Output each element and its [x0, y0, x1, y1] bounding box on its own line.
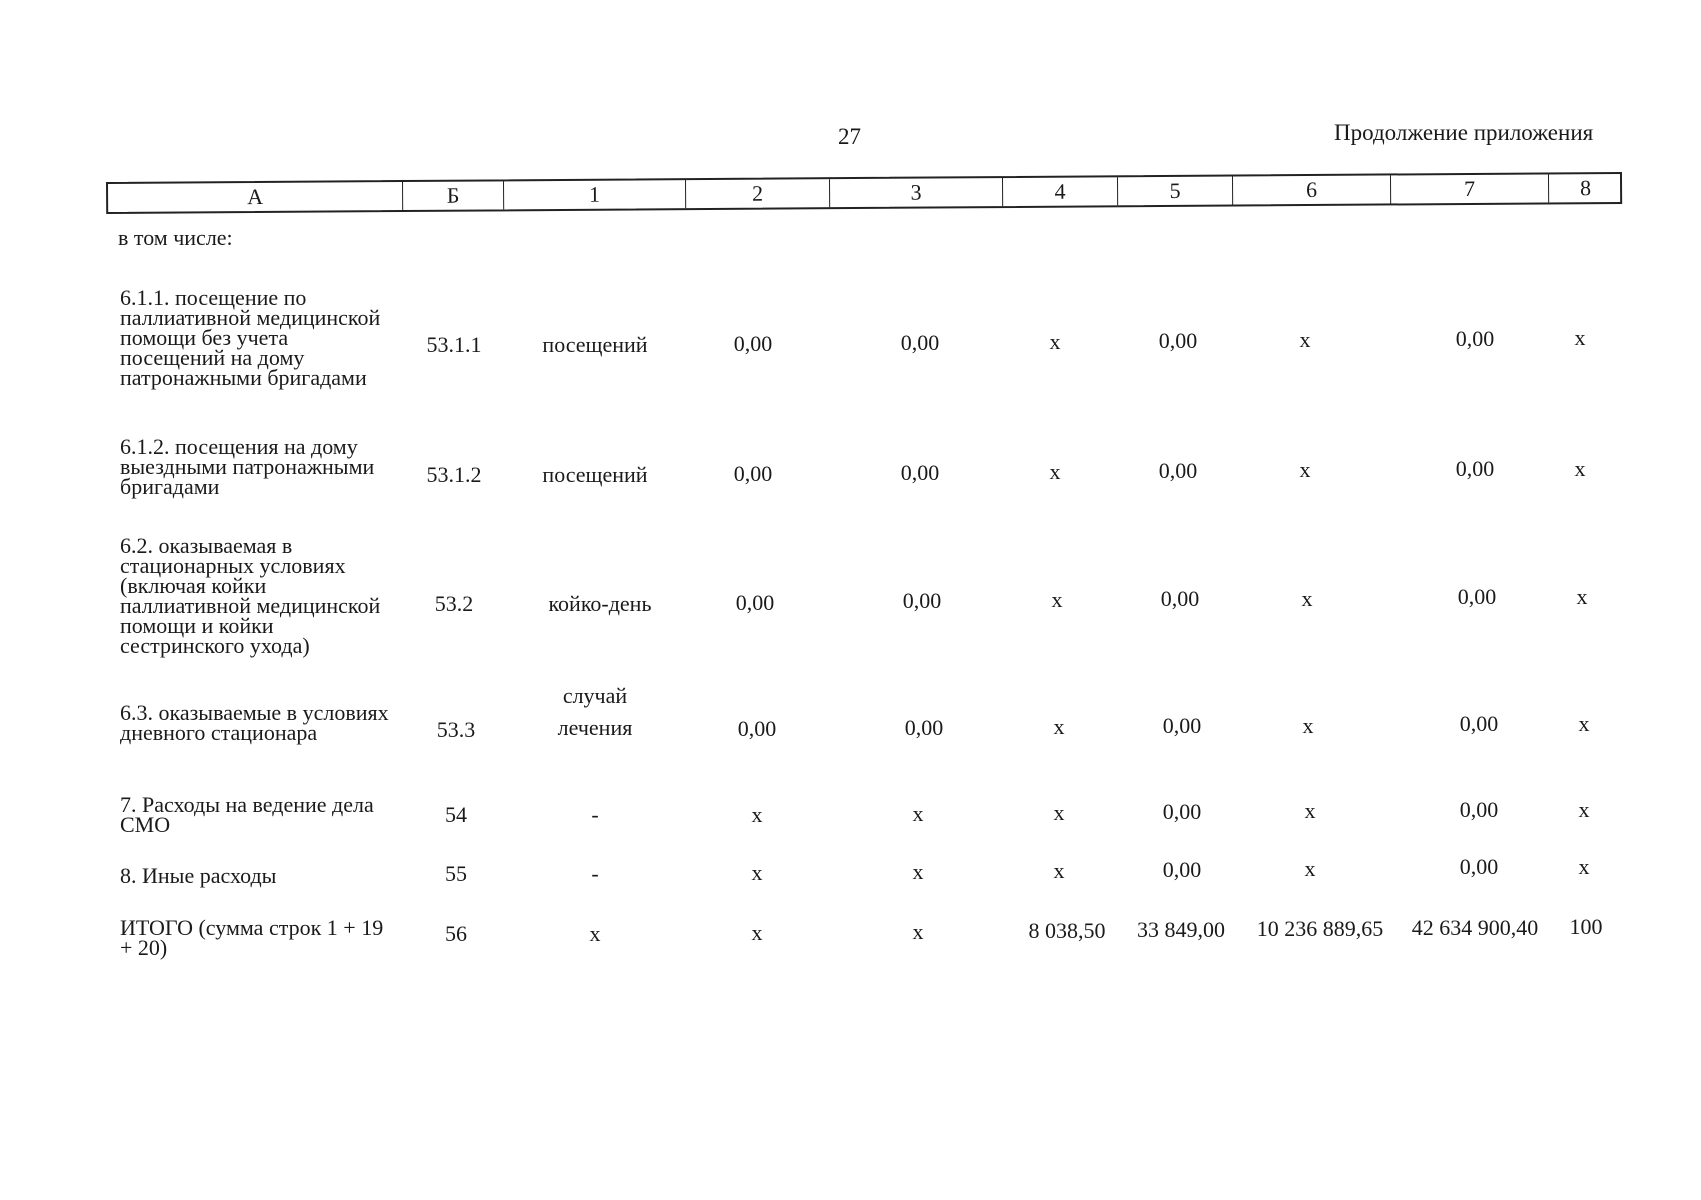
row-col-6: х	[1299, 457, 1311, 482]
row-col-2: 0,00	[733, 331, 773, 356]
col-header-b: Б	[403, 181, 504, 210]
row-col-7: 0,00	[1459, 854, 1499, 879]
row-name: 7. Расходы на ведение дела СМО	[120, 792, 374, 837]
row-col-7: 42 634 900,40	[1411, 915, 1539, 940]
row-name: 8. Иные расходы	[120, 863, 277, 888]
row-unit: случай лечения	[557, 683, 633, 740]
row-col-7: 0,00	[1457, 584, 1497, 609]
row-col-4: х	[1053, 714, 1065, 739]
row-name: 6.1.1. посещение по паллиативной медицинской помощи без учета посещений на дому патронажными бригадами	[120, 285, 381, 390]
row-col-2: х	[751, 802, 763, 827]
row-col-8: х	[1578, 797, 1590, 822]
col-header-3: 3	[830, 178, 1003, 207]
row-col-5: 0,00	[1162, 713, 1202, 738]
row-col-7: 0,00	[1455, 456, 1495, 481]
row-col-4: х	[1051, 587, 1063, 612]
col-header-a: А	[108, 182, 403, 212]
row-col-3: х	[912, 859, 924, 884]
row-col-8: 100	[1569, 914, 1603, 939]
continuation-label: Продолжение приложения	[1334, 120, 1594, 145]
row-col-2: 0,00	[735, 590, 775, 615]
row-col-5: 33 849,00	[1137, 917, 1225, 942]
column-header-row	[106, 172, 1622, 214]
row-col-7: 0,00	[1459, 797, 1499, 822]
col-header-5: 5	[1118, 177, 1233, 206]
row-col-6: х	[1302, 713, 1314, 738]
row-col-4: х	[1053, 800, 1065, 825]
row-code: 53.1.2	[426, 462, 482, 487]
col-header-4: 4	[1003, 177, 1118, 206]
col-header-7: 7	[1391, 174, 1549, 203]
row-unit: х	[589, 921, 601, 946]
row-col-2: х	[751, 860, 763, 885]
row-unit: койко-день	[548, 591, 652, 616]
row-col-3: 0,00	[904, 715, 944, 740]
row-col-2: 0,00	[733, 461, 773, 486]
row-unit: посещений	[542, 462, 648, 487]
col-header-6: 6	[1233, 175, 1391, 204]
row-col-3: х	[912, 919, 924, 944]
row-unit: -	[591, 861, 599, 886]
row-name: 6.1.2. посещения на дому выездными патронажными бригадами	[120, 434, 375, 499]
row-col-8: х	[1574, 456, 1586, 481]
row-col-5: 0,00	[1162, 857, 1202, 882]
page-number: 27	[838, 124, 861, 149]
row-unit: посещений	[542, 332, 648, 357]
row-code: 53.2	[434, 591, 474, 616]
row-col-6: х	[1304, 856, 1316, 881]
row-code: 53.1.1	[426, 332, 482, 357]
row-code: 56	[445, 921, 467, 946]
row-col-8: х	[1574, 325, 1586, 350]
row-col-8: х	[1578, 854, 1590, 879]
row-col-6: х	[1299, 327, 1311, 352]
row-name: 6.3. оказываемые в условиях дневного стационара	[120, 700, 389, 745]
row-col-8: х	[1576, 584, 1588, 609]
col-header-2: 2	[686, 179, 830, 208]
row-name: 6.2. оказываемая в стационарных условиях (включая койки паллиативной медицинской помощи и койки сестринского ухода)	[120, 533, 381, 658]
row-col-3: 0,00	[900, 460, 940, 485]
row-col-6: х	[1304, 798, 1316, 823]
row-col-2: 0,00	[737, 716, 777, 741]
row-col-5: 0,00	[1158, 458, 1198, 483]
row-col-7: 0,00	[1455, 326, 1495, 351]
row-col-4: 8 038,50	[1028, 918, 1106, 943]
row-col-4: х	[1049, 329, 1061, 354]
row-col-4: х	[1049, 459, 1061, 484]
col-header-1: 1	[504, 180, 686, 209]
row-col-7: 0,00	[1459, 711, 1499, 736]
section-label: в том числе:	[118, 225, 233, 250]
row-col-3: 0,00	[900, 330, 940, 355]
row-col-5: 0,00	[1158, 328, 1198, 353]
row-name: ИТОГО (сумма строк 1 + 19 + 20)	[120, 915, 384, 960]
row-col-3: х	[912, 801, 924, 826]
row-col-2: х	[751, 920, 763, 945]
row-code: 53.3	[436, 717, 476, 742]
row-col-6: х	[1301, 586, 1313, 611]
row-col-3: 0,00	[902, 588, 942, 613]
col-header-8: 8	[1579, 175, 1592, 201]
row-unit: -	[591, 802, 599, 827]
row-col-5: 0,00	[1162, 799, 1202, 824]
row-col-4: х	[1053, 858, 1065, 883]
row-col-5: 0,00	[1160, 586, 1200, 611]
row-code: 55	[445, 861, 467, 886]
row-col-8: х	[1578, 711, 1590, 736]
row-code: 54	[445, 802, 467, 827]
row-col-6: 10 236 889,65	[1256, 916, 1384, 941]
